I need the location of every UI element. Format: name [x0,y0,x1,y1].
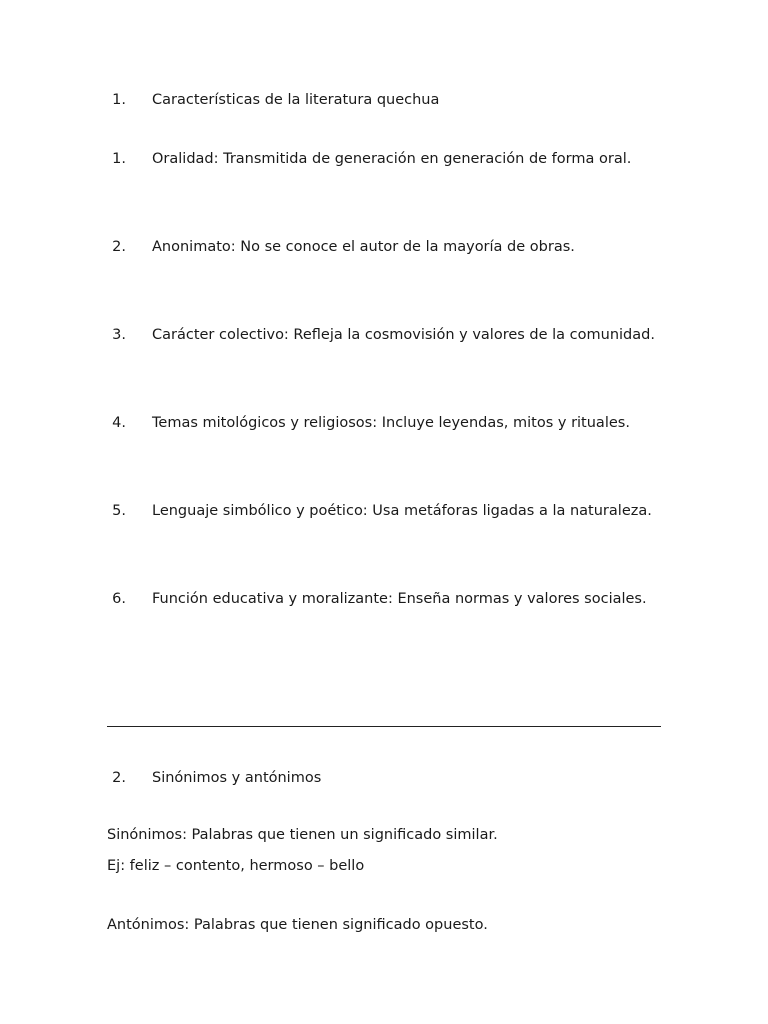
list-number: 2. [112,239,126,255]
list-item [106,502,706,520]
list-number: 1. [112,92,126,108]
section-heading-2 [106,769,706,787]
list-item-text: Lenguaje simbólico y poético: Usa metáforas ligadas a la naturaleza. [152,503,652,519]
list-number: 6. [112,591,126,607]
list-number: 2. [112,770,126,786]
section-title: Sinónimos y antónimos [152,770,322,786]
list-item [106,150,706,168]
synonyms-example: Ej: feliz – contento, hermoso – bello [107,858,365,874]
synonyms-definition: Sinónimos: Palabras que tienen un significado similar. [107,827,498,843]
list-number: 3. [112,327,126,343]
list-item [106,238,706,256]
antonyms-definition: Antónimos: Palabras que tienen significado opuesto. [107,917,488,933]
section-heading-1 [106,91,706,109]
list-item [106,590,706,608]
list-number: 5. [112,503,126,519]
horizontal-divider [107,726,661,727]
list-item [106,326,706,344]
list-number: 1. [112,151,126,167]
list-item-text: Anonimato: No se conoce el autor de la mayoría de obras. [152,239,575,255]
list-item-text: Temas mitológicos y religiosos: Incluye leyendas, mitos y rituales. [152,415,630,431]
list-item-text: Carácter colectivo: Refleja la cosmovisión y valores de la comunidad. [152,327,655,343]
list-item [106,414,706,432]
list-item-text: Oralidad: Transmitida de generación en generación de forma oral. [152,151,632,167]
list-item-text: Función educativa y moralizante: Enseña normas y valores sociales. [152,591,647,607]
section-title: Características de la literatura quechua [152,92,440,108]
list-number: 4. [112,415,126,431]
